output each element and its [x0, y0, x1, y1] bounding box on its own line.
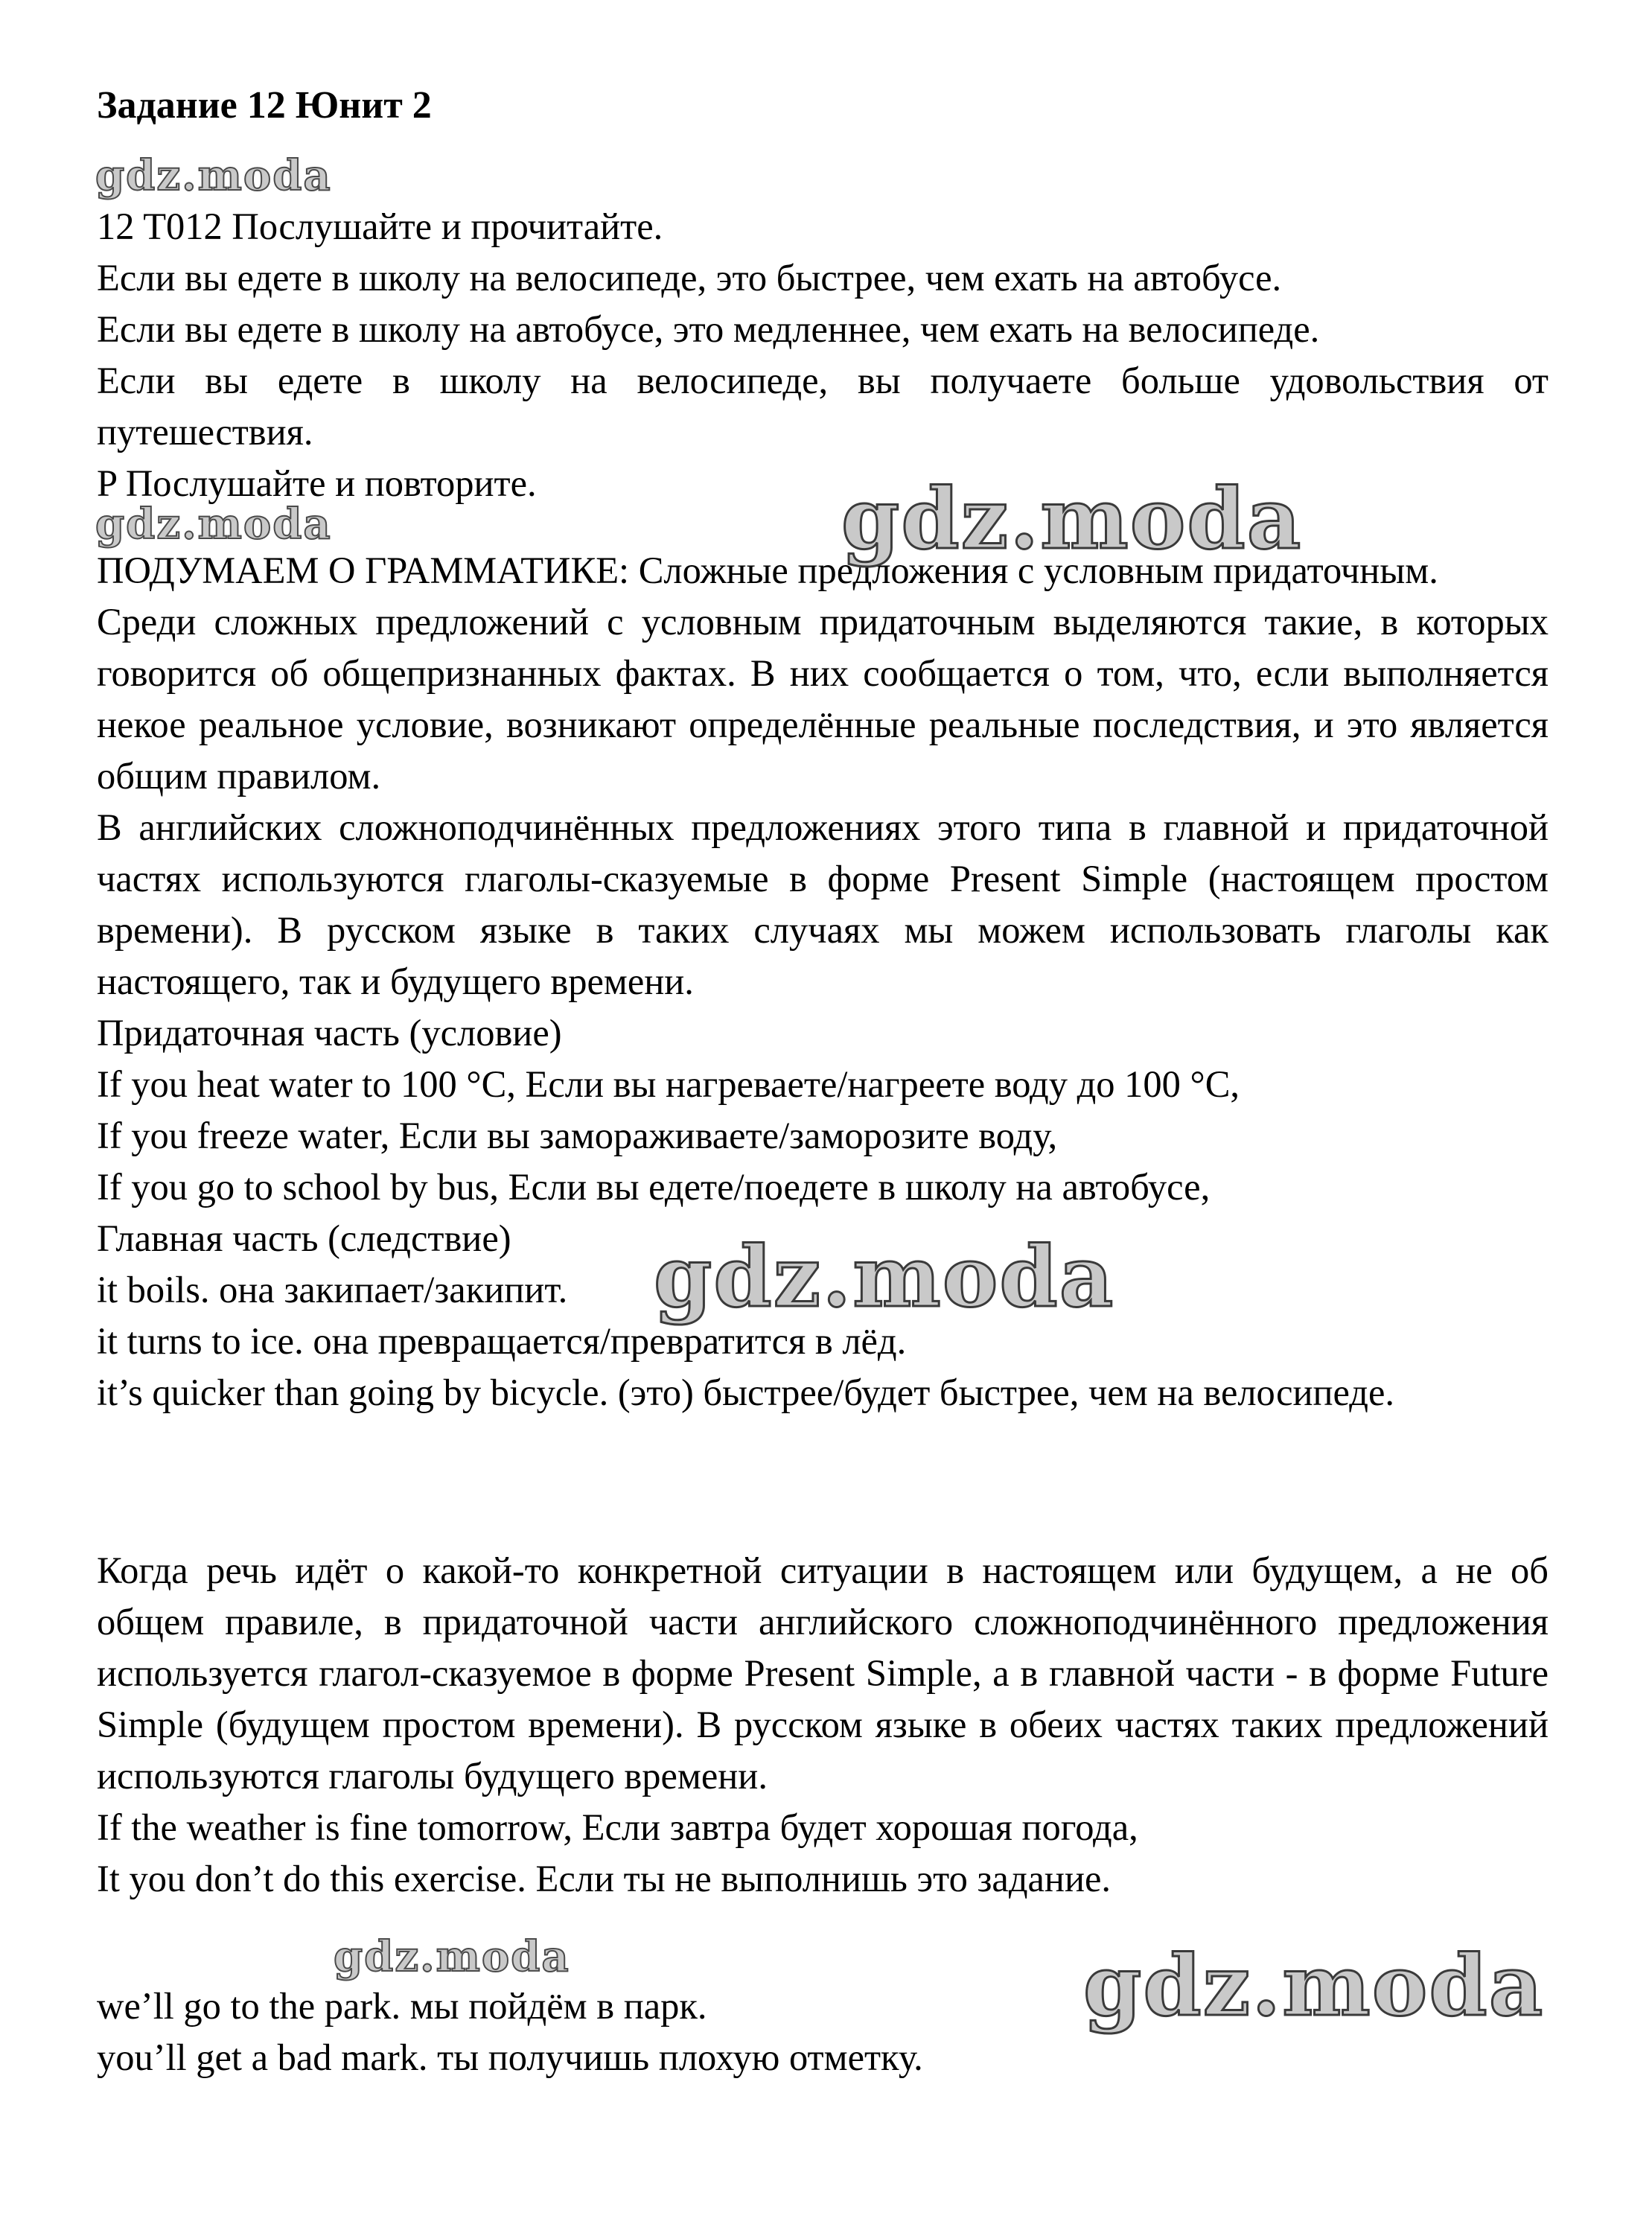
watermark-logo: gdz.moda: [95, 500, 332, 549]
watermark-logo: gdz.moda: [841, 471, 1303, 568]
example-line: If you go to school by bus, Если вы едете/поедете в школу на автобусе,: [97, 1166, 1211, 1208]
grammar-heading: ПОДУМАЕМ О ГРАММАТИКЕ: Сложные предложения с условным придаточным.: [97, 550, 1438, 591]
example-line: we’ll go to the park. мы пойдём в парк.: [97, 1985, 707, 2027]
listening-section: [97, 201, 1549, 509]
example-line: It you don’t do this exercise. Если ты не выполнишь это задание.: [97, 1858, 1112, 1899]
grammar-section: [97, 545, 1549, 1418]
example-line: it’s quicker than going by bicycle. (это) быстрее/будет быстрее, чем на велосипеде.: [97, 1372, 1395, 1413]
watermark-logo: gdz.moda: [95, 151, 332, 200]
example-line: it turns to ice. она превращается/превратится в лёд.: [97, 1320, 907, 1362]
task-instruction: 12 T012 Послушайте и прочитайте.: [97, 206, 663, 247]
specific-situation-section: [97, 1545, 1549, 1905]
text-line: Если вы едете в школу на автобусе, это медленнее, чем ехать на велосипеде.: [97, 308, 1320, 350]
watermark-logo: gdz.moda: [654, 1229, 1115, 1326]
example-line: If you freeze water, Если вы замораживаете/заморозите воду,: [97, 1115, 1058, 1156]
example-line: you’ll get a bad mark. ты получишь плохую отметку.: [97, 2036, 923, 2078]
main-heading: Главная часть (следствие): [97, 1217, 511, 1259]
result-examples-section: [97, 1981, 1549, 2083]
text-line: Если вы едете в школу на велосипеде, это быстрее, чем ехать на автобусе.: [97, 257, 1282, 299]
repeat-instruction: P Послушайте и повторите.: [97, 462, 537, 504]
watermark-logo: gdz.moda: [1083, 1937, 1545, 2035]
example-line: If you heat water to 100 °C, Если вы нагреваете/нагреете воду до 100 °C,: [97, 1063, 1240, 1105]
page-title: Задание 12 Юнит 2: [97, 84, 432, 127]
example-line: it boils. она закипает/закипит.: [97, 1269, 568, 1310]
subordinate-heading: Придаточная часть (условие): [97, 1012, 562, 1054]
watermark-logo: gdz.moda: [334, 1932, 570, 1981]
example-line: If the weather is fine tomorrow, Если завтра будет хорошая погода,: [97, 1806, 1138, 1848]
grammar-paragraph: В английских сложноподчинённых предложениях этого типа в главной и придаточной частях используются глаголы-сказуемые в форме Present Simple (настоящем простом времени). В русском языке в таких случаях мы можем использовать глаголы как настоящего, так и будущего времени.: [97, 806, 1549, 1002]
text-line: Если вы едете в школу на велосипеде, вы получаете больше удовольствия от путешествия.: [97, 360, 1549, 453]
explanation-paragraph: Когда речь идёт о какой-то конкретной ситуации в настоящем или будущем, а не об общем правиле, в придаточной части английского сложноподчинённого предложения используется глагол-сказуемое в форме Present Simple, а в главной части - в форме Future Simple (будущем простом времени). В русском языке в обеих частях таких предложений используются глаголы будущего времени.: [97, 1549, 1549, 1797]
grammar-paragraph: Среди сложных предложений с условным придаточным выделяются такие, в которых говорится об общепризнанных фактах. В них сообщается о том, что, если выполняется некое реальное условие, возникают определённые реальные последствия, и это является общим правилом.: [97, 601, 1549, 797]
